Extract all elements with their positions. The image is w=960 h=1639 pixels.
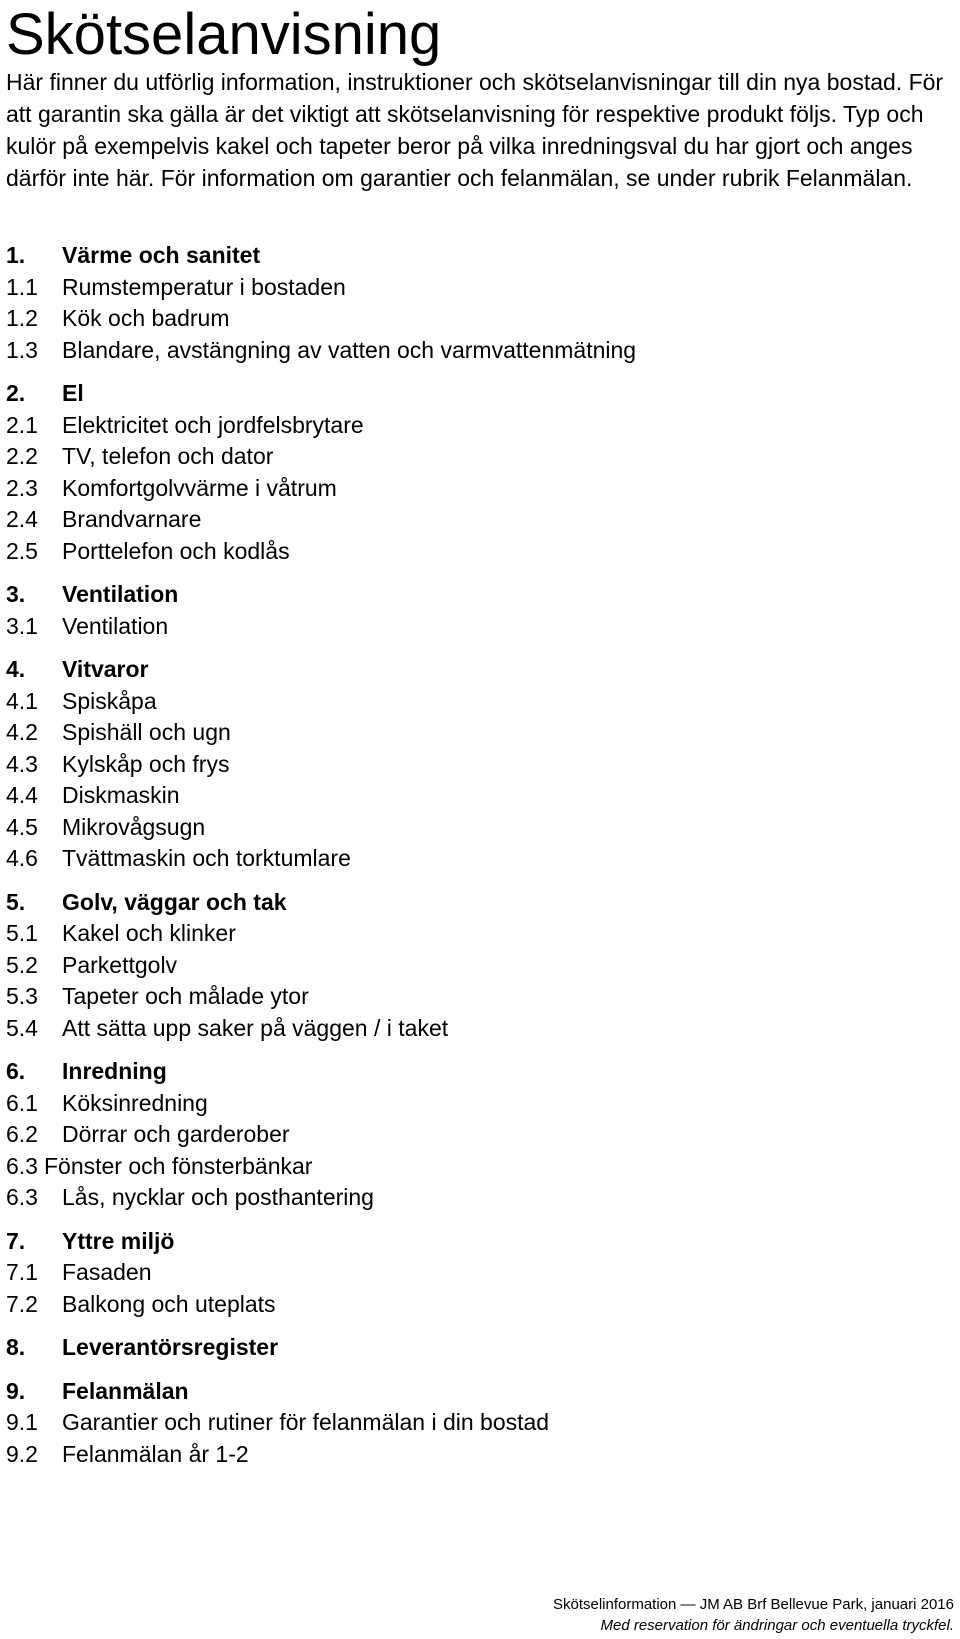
toc-item xyxy=(6,1013,946,1045)
item-label: Porttelefon och kodlås xyxy=(62,537,290,564)
section-title: Värme och sanitet xyxy=(62,242,261,268)
toc-section xyxy=(6,1226,946,1321)
section-number: 2. xyxy=(6,380,26,406)
toc-item xyxy=(6,1151,946,1183)
toc-item xyxy=(6,717,946,749)
toc-section-heading xyxy=(6,579,946,611)
item-number: 4.2 xyxy=(6,719,38,745)
item-label: Balkong och uteplats xyxy=(62,1290,276,1317)
item-label: Tvättmaskin och torktumlare xyxy=(62,845,351,871)
item-label: Tapeter och målade ytor xyxy=(62,983,309,1009)
section-title: El xyxy=(62,380,84,406)
toc-item xyxy=(6,749,946,781)
toc-item xyxy=(6,611,946,643)
item-number: 6.3 xyxy=(6,1184,38,1210)
item-label: Diskmaskin xyxy=(62,782,180,808)
toc-item xyxy=(6,981,946,1013)
item-label: Garantier och rutiner för felanmälan i din bostad xyxy=(62,1409,550,1435)
item-label: Dörrar och garderober xyxy=(62,1121,290,1147)
section-number: 7. xyxy=(6,1227,26,1254)
item-number: 2.1 xyxy=(6,411,38,438)
item-label: Köksinredning xyxy=(62,1089,208,1116)
item-label: Kylskåp och frys xyxy=(62,750,230,777)
item-number: 6.1 xyxy=(6,1089,38,1116)
item-label: Fasaden xyxy=(62,1259,152,1285)
item-label: Kakel och klinker xyxy=(62,920,236,946)
toc-item xyxy=(6,780,946,812)
item-number: 5.2 xyxy=(6,951,38,978)
toc-item xyxy=(6,441,946,473)
item-number: 2.5 xyxy=(6,537,38,564)
item-label: Ventilation xyxy=(62,612,169,639)
toc-item xyxy=(6,335,946,367)
toc-item xyxy=(6,843,946,875)
document-title: Skötselanvisning xyxy=(6,2,442,67)
toc-section xyxy=(6,240,946,366)
item-number: 2.2 xyxy=(6,443,38,469)
section-number: 3. xyxy=(6,581,26,607)
item-label: Spishäll och ugn xyxy=(62,719,231,745)
item-number: 3.1 xyxy=(6,612,38,639)
item-number: 1.3 xyxy=(6,336,38,363)
item-label: Blandare, avstängning av vatten och varmvattenmätning xyxy=(62,336,637,363)
item-label: Komfortgolvvärme i våtrum xyxy=(62,474,337,501)
toc-section-heading xyxy=(6,1332,946,1364)
toc-section xyxy=(6,1332,946,1364)
toc-item xyxy=(6,1439,946,1471)
toc-item xyxy=(6,504,946,536)
section-number: 9. xyxy=(6,1377,26,1404)
item-number: 5.1 xyxy=(6,920,38,946)
section-title: Leverantörsregister xyxy=(62,1334,279,1360)
toc-item xyxy=(6,918,946,950)
item-label: Mikrovågsugn xyxy=(62,813,206,840)
item-number: 6.2 xyxy=(6,1121,38,1147)
item-label: Lås, nycklar och posthantering xyxy=(62,1184,374,1210)
section-number: 1. xyxy=(6,242,26,268)
item-number: 4.4 xyxy=(6,782,38,808)
section-title: Inredning xyxy=(62,1058,167,1084)
toc-item xyxy=(6,1088,946,1120)
page-footer xyxy=(553,1594,954,1636)
item-number: 4.1 xyxy=(6,687,38,714)
item-number: 1.1 xyxy=(6,273,38,300)
toc-item xyxy=(6,1257,946,1289)
toc-section-heading xyxy=(6,654,946,686)
toc-section xyxy=(6,378,946,567)
item-number: 2.4 xyxy=(6,506,38,532)
section-number: 6. xyxy=(6,1058,26,1084)
table-of-contents xyxy=(6,240,946,1470)
footer-info: Skötselinformation — JM AB Brf Bellevue Park, januari 2016 xyxy=(552,1596,954,1613)
toc-section xyxy=(6,887,946,1045)
toc-section xyxy=(6,654,946,875)
item-number: 7.2 xyxy=(6,1290,38,1317)
item-number: 9.2 xyxy=(6,1440,38,1467)
item-label: Elektricitet och jordfelsbrytare xyxy=(62,411,364,438)
item-number: 5.3 xyxy=(6,983,38,1009)
toc-section-heading xyxy=(6,378,946,410)
footer-disclaimer: Med reservation för ändringar och eventuella tryckfel. xyxy=(600,1617,954,1634)
item-label: Att sätta upp saker på väggen / i taket xyxy=(62,1014,449,1041)
item-number: 7.1 xyxy=(6,1259,38,1285)
toc-section-heading xyxy=(6,240,946,272)
section-number: 4. xyxy=(6,656,26,682)
toc-item xyxy=(6,410,946,442)
toc-item xyxy=(6,303,946,335)
section-title: Ventilation xyxy=(62,581,179,607)
item-label: TV, telefon och dator xyxy=(62,443,274,469)
toc-item xyxy=(6,686,946,718)
item-number: 9.1 xyxy=(6,1409,38,1435)
toc-item xyxy=(6,1407,946,1439)
toc-section-heading xyxy=(6,1226,946,1258)
section-title: Felanmälan xyxy=(62,1377,189,1404)
item-number: 4.5 xyxy=(6,813,38,840)
section-title: Golv, väggar och tak xyxy=(62,888,287,915)
item-number: 4.3 xyxy=(6,750,38,777)
item-label: Fönster och fönsterbänkar xyxy=(43,1152,313,1179)
toc-section-heading xyxy=(6,1056,946,1088)
section-number: 8. xyxy=(6,1334,26,1360)
item-label: Spiskåpa xyxy=(62,687,157,714)
section-number: 5. xyxy=(6,888,26,915)
toc-section-heading xyxy=(6,1376,946,1408)
toc-item xyxy=(6,536,946,568)
intro-paragraph: Här finner du utförlig information, instruktioner och skötselanvisningar till din nya bostad. För att garantin ska gälla är det viktigt att skötselanvisning för respektive produkt följs. Typ och kulör på exempelvis kakel och tapeter beror på vilka inredningsval du har gjort och anges därför inte här. För information om garantier och felanmälan, se under rubrik Felanmälan. xyxy=(6,69,944,191)
item-number: 2.3 xyxy=(6,474,38,501)
toc-section xyxy=(6,1056,946,1214)
toc-item xyxy=(6,950,946,982)
section-title: Vitvaror xyxy=(62,656,149,682)
item-label: Felanmälan år 1-2 xyxy=(62,1440,249,1467)
toc-section xyxy=(6,1376,946,1471)
toc-item xyxy=(6,1289,946,1321)
item-number: 6.3 xyxy=(6,1152,38,1179)
section-title: Yttre miljö xyxy=(62,1227,175,1254)
item-label: Rumstemperatur i bostaden xyxy=(62,273,346,300)
item-number: 5.4 xyxy=(6,1014,38,1041)
toc-item xyxy=(6,1119,946,1151)
toc-item xyxy=(6,812,946,844)
item-label: Brandvarnare xyxy=(62,506,202,532)
toc-item xyxy=(6,1182,946,1214)
toc-item xyxy=(6,473,946,505)
item-label: Parkettgolv xyxy=(62,951,178,978)
item-number: 4.6 xyxy=(6,845,38,871)
toc-section-heading xyxy=(6,887,946,919)
toc-item xyxy=(6,272,946,304)
item-label: Kök och badrum xyxy=(62,305,230,331)
toc-section xyxy=(6,579,946,642)
item-number: 1.2 xyxy=(6,305,38,331)
